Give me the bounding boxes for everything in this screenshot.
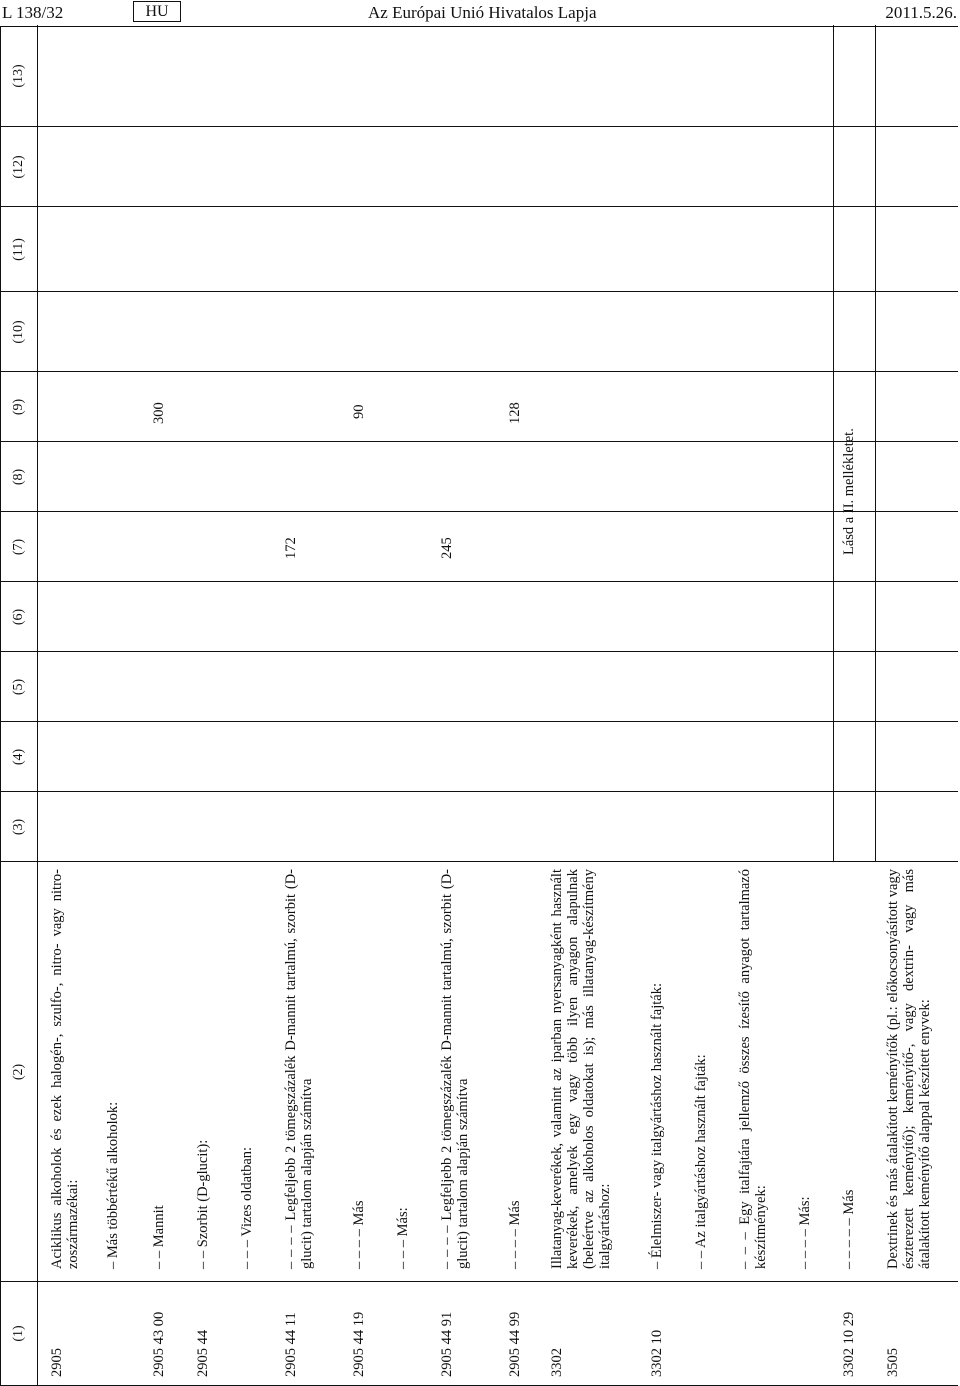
row-description: – – – Egy italfajtára jellemző összes ízesítő anyagot tartalmazó készítmények: <box>737 869 769 1269</box>
value-col-9: 90 <box>351 404 367 419</box>
row-description: – – – – Legfeljebb 2 tömegszázalék D-mannit tartalmú, szorbit (D-glucit) tartalom alapján számítva <box>283 869 315 1269</box>
row-description: Aciklikus alkoholok és ezek halogén-, szulfo-, nitro- vagy nitrozoszármazékai: <box>49 869 81 1269</box>
row-description: – – – Vizes oldatban: <box>239 1146 255 1269</box>
table-frame <box>0 26 958 1386</box>
row-description: – – – – Más: <box>797 1196 813 1269</box>
col-header-12: (12) <box>11 155 26 179</box>
row-code: 2905 43 00 <box>151 1311 167 1377</box>
value-col-9: 300 <box>151 402 167 424</box>
row-code: 2905 44 99 <box>507 1311 523 1377</box>
col-header-10: (10) <box>11 320 26 344</box>
language-box: HU <box>133 1 181 22</box>
row-code: 2905 44 19 <box>351 1311 367 1377</box>
row-description: Illatanyag-keverékek, valamint az iparban nyersanyagként használt keverékek, amelyek egy vagy több ilyen anyagon alapulnak (beleértve az alkoholos oldatokat is); más illatanyag-készítmény italgyártáshoz: <box>549 869 613 1269</box>
value-col-9: 128 <box>507 402 523 424</box>
row-code: 3302 <box>549 1348 565 1377</box>
row-description: – – – – Más <box>351 1200 367 1269</box>
value-col-7: 172 <box>283 537 299 559</box>
journal-title: Az Európai Unió Hivatalos Lapja <box>368 3 597 22</box>
col-header-11: (11) <box>11 238 26 261</box>
annex-note: Lásd a II. mellékletet. <box>841 428 857 555</box>
row-code: 3505 <box>885 1348 901 1377</box>
row-code: 2905 44 <box>195 1329 211 1377</box>
row-code: 2905 <box>49 1348 65 1377</box>
row-code: 3302 10 29 <box>841 1311 857 1377</box>
col-header-6: (6) <box>11 608 26 626</box>
col-header-2: (2) <box>11 1063 26 1081</box>
col-header-3: (3) <box>11 818 26 836</box>
rotated-tariff-table <box>0 26 960 1386</box>
row-code: 2905 44 11 <box>283 1312 299 1377</box>
publication-date: 2011.5.26. <box>885 3 957 22</box>
row-description: – – – – Más <box>507 1200 523 1269</box>
row-description: Dextrinek és más átalakított keményítők (pl.: előkocsonyásított vagy észterezett keményítő); keményítő-, vagy dextrin- vagy más átalakított keményítő alappal készített enyvek: <box>885 869 933 1269</box>
row-description: – – Az italgyártáshoz használt fajták: <box>693 1054 709 1269</box>
row-code: 3302 10 <box>649 1329 665 1377</box>
page-reference: L 138/32 <box>2 3 64 22</box>
col-header-7: (7) <box>11 538 26 556</box>
col-header-8: (8) <box>11 468 26 486</box>
row-description: – – – – – Más <box>841 1189 857 1269</box>
col-header-4: (4) <box>11 748 26 766</box>
col-header-9: (9) <box>11 398 26 416</box>
row-description: – – Mannit <box>151 1205 167 1269</box>
row-description: – – Szorbit (D-glucit): <box>195 1139 211 1269</box>
row-description: – – – – Legfeljebb 2 tömegszázalék D-mannit tartalmú, szorbit (D-glucit) tartalom alapján számítva <box>439 869 471 1269</box>
row-description: – Élelmiszer- vagy italgyártáshoz használt fajták: <box>649 983 665 1269</box>
row-description: – Más többértékű alkoholok: <box>105 1101 121 1269</box>
col-header-13: (13) <box>11 64 26 88</box>
col-header-5: (5) <box>11 678 26 696</box>
value-col-7: 245 <box>439 537 455 559</box>
row-code: 2905 44 91 <box>439 1311 455 1377</box>
row-description: – – – Más: <box>395 1207 411 1269</box>
col-header-1: (1) <box>11 1325 26 1342</box>
column-header-row <box>1 25 38 1385</box>
page-header <box>0 0 960 26</box>
